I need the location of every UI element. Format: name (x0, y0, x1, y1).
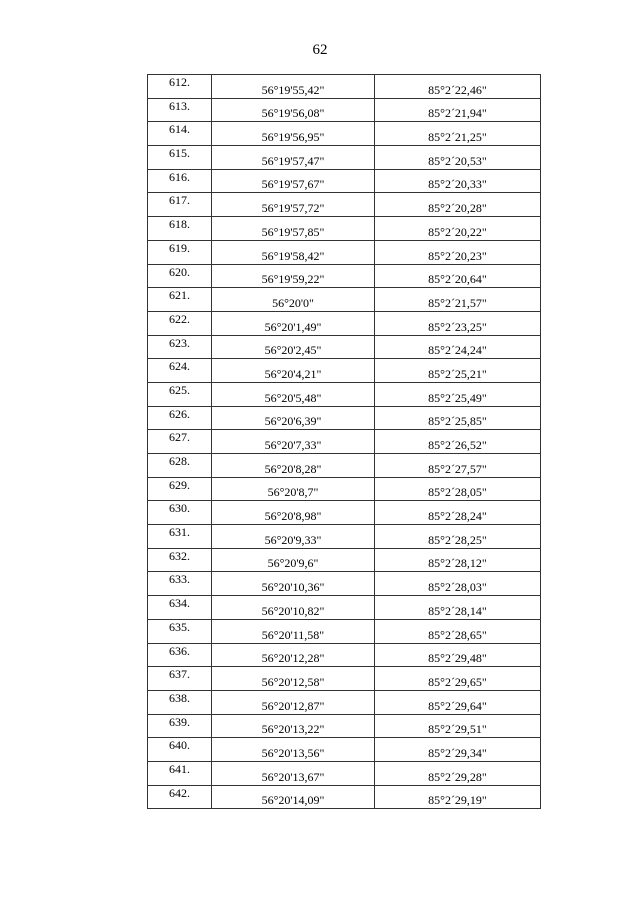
latitude-cell: 56°20'13,67" (212, 761, 375, 785)
point-number-cell: 632. (148, 548, 212, 572)
latitude-cell: 56°20'9,6" (212, 548, 375, 572)
table-row (148, 75, 541, 99)
longitude-cell: 85°2´27,57" (375, 454, 541, 478)
point-number-cell: 639. (148, 714, 212, 738)
table-row (148, 501, 541, 525)
latitude-cell: 56°19'56,95" (212, 122, 375, 146)
latitude-cell: 56°20'12,28" (212, 643, 375, 667)
point-number-cell: 640. (148, 738, 212, 762)
longitude-cell: 85°2´28,14" (375, 596, 541, 620)
point-number-cell: 633. (148, 572, 212, 596)
latitude-cell: 56°20'11,58" (212, 619, 375, 643)
latitude-cell: 56°19'57,72" (212, 193, 375, 217)
point-number-cell: 641. (148, 761, 212, 785)
table-row (148, 240, 541, 264)
longitude-cell: 85°2´26,52" (375, 430, 541, 454)
table-row (148, 596, 541, 620)
latitude-cell: 56°19'57,67" (212, 169, 375, 193)
latitude-cell: 56°20'12,87" (212, 690, 375, 714)
table-row (148, 264, 541, 288)
latitude-cell: 56°20'5,48" (212, 382, 375, 406)
longitude-cell: 85°2´24,24" (375, 335, 541, 359)
table-row (148, 643, 541, 667)
longitude-cell: 85°2´20,23" (375, 240, 541, 264)
table-row (148, 690, 541, 714)
table-row (148, 382, 541, 406)
latitude-cell: 56°19'58,42" (212, 240, 375, 264)
point-number-cell: 631. (148, 525, 212, 549)
latitude-cell: 56°19'56,08" (212, 98, 375, 122)
latitude-cell: 56°20'4,21" (212, 359, 375, 383)
longitude-cell: 85°2´23,25" (375, 311, 541, 335)
latitude-cell: 56°20'12,58" (212, 667, 375, 691)
latitude-cell: 56°20'10,82" (212, 596, 375, 620)
longitude-cell: 85°2´28,24" (375, 501, 541, 525)
point-number-cell: 635. (148, 619, 212, 643)
longitude-cell: 85°2´28,65" (375, 619, 541, 643)
longitude-cell: 85°2´22,46" (375, 75, 541, 99)
longitude-cell: 85°2´25,49" (375, 382, 541, 406)
coordinates-table-body (148, 75, 541, 809)
latitude-cell: 56°20'0" (212, 288, 375, 312)
longitude-cell: 85°2´29,28" (375, 761, 541, 785)
point-number-cell: 623. (148, 335, 212, 359)
point-number-cell: 627. (148, 430, 212, 454)
table-row (148, 572, 541, 596)
latitude-cell: 56°20'8,7" (212, 477, 375, 501)
point-number-cell: 614. (148, 122, 212, 146)
longitude-cell: 85°2´20,33" (375, 169, 541, 193)
latitude-cell: 56°20'13,22" (212, 714, 375, 738)
latitude-cell: 56°20'1,49" (212, 311, 375, 335)
table-row (148, 311, 541, 335)
point-number-cell: 634. (148, 596, 212, 620)
latitude-cell: 56°19'57,47" (212, 146, 375, 170)
table-row (148, 406, 541, 430)
table-row (148, 335, 541, 359)
longitude-cell: 85°2´28,03" (375, 572, 541, 596)
longitude-cell: 85°2´29,48" (375, 643, 541, 667)
longitude-cell: 85°2´20,28" (375, 193, 541, 217)
longitude-cell: 85°2´29,19" (375, 785, 541, 809)
longitude-cell: 85°2´28,05" (375, 477, 541, 501)
latitude-cell: 56°20'2,45" (212, 335, 375, 359)
latitude-cell: 56°19'57,85" (212, 217, 375, 241)
longitude-cell: 85°2´21,94" (375, 98, 541, 122)
point-number-cell: 628. (148, 454, 212, 478)
point-number-cell: 637. (148, 667, 212, 691)
point-number-cell: 624. (148, 359, 212, 383)
table-row (148, 619, 541, 643)
latitude-cell: 56°20'13,56" (212, 738, 375, 762)
latitude-cell: 56°20'9,33" (212, 525, 375, 549)
table-row (148, 288, 541, 312)
point-number-cell: 630. (148, 501, 212, 525)
table-row (148, 761, 541, 785)
point-number-cell: 615. (148, 146, 212, 170)
latitude-cell: 56°20'6,39" (212, 406, 375, 430)
table-row (148, 738, 541, 762)
point-number-cell: 621. (148, 288, 212, 312)
latitude-cell: 56°20'8,98" (212, 501, 375, 525)
table-row (148, 454, 541, 478)
point-number-cell: 620. (148, 264, 212, 288)
point-number-cell: 642. (148, 785, 212, 809)
longitude-cell: 85°2´21,57" (375, 288, 541, 312)
table-row (148, 525, 541, 549)
latitude-cell: 56°19'55,42" (212, 75, 375, 99)
latitude-cell: 56°20'14,09" (212, 785, 375, 809)
longitude-cell: 85°2´20,64" (375, 264, 541, 288)
table-row (148, 169, 541, 193)
longitude-cell: 85°2´20,53" (375, 146, 541, 170)
table-row (148, 477, 541, 501)
point-number-cell: 619. (148, 240, 212, 264)
point-number-cell: 613. (148, 98, 212, 122)
table-row (148, 359, 541, 383)
longitude-cell: 85°2´25,85" (375, 406, 541, 430)
longitude-cell: 85°2´28,12" (375, 548, 541, 572)
longitude-cell: 85°2´25,21" (375, 359, 541, 383)
coordinates-table (147, 74, 541, 809)
longitude-cell: 85°2´20,22" (375, 217, 541, 241)
point-number-cell: 636. (148, 643, 212, 667)
point-number-cell: 612. (148, 75, 212, 99)
latitude-cell: 56°19'59,22" (212, 264, 375, 288)
table-row (148, 217, 541, 241)
longitude-cell: 85°2´29,34" (375, 738, 541, 762)
table-row (148, 548, 541, 572)
table-row (148, 193, 541, 217)
table-row (148, 430, 541, 454)
latitude-cell: 56°20'7,33" (212, 430, 375, 454)
longitude-cell: 85°2´29,65" (375, 667, 541, 691)
point-number-cell: 629. (148, 477, 212, 501)
point-number-cell: 626. (148, 406, 212, 430)
table-row (148, 667, 541, 691)
page-number: 62 (312, 42, 328, 58)
latitude-cell: 56°20'8,28" (212, 454, 375, 478)
latitude-cell: 56°20'10,36" (212, 572, 375, 596)
longitude-cell: 85°2´28,25" (375, 525, 541, 549)
point-number-cell: 638. (148, 690, 212, 714)
point-number-cell: 625. (148, 382, 212, 406)
table-row (148, 98, 541, 122)
table-row (148, 714, 541, 738)
longitude-cell: 85°2´29,64" (375, 690, 541, 714)
table-row (148, 146, 541, 170)
point-number-cell: 617. (148, 193, 212, 217)
table-row (148, 785, 541, 809)
table-row (148, 122, 541, 146)
point-number-cell: 616. (148, 169, 212, 193)
point-number-cell: 622. (148, 311, 212, 335)
point-number-cell: 618. (148, 217, 212, 241)
longitude-cell: 85°2´21,25" (375, 122, 541, 146)
longitude-cell: 85°2´29,51" (375, 714, 541, 738)
